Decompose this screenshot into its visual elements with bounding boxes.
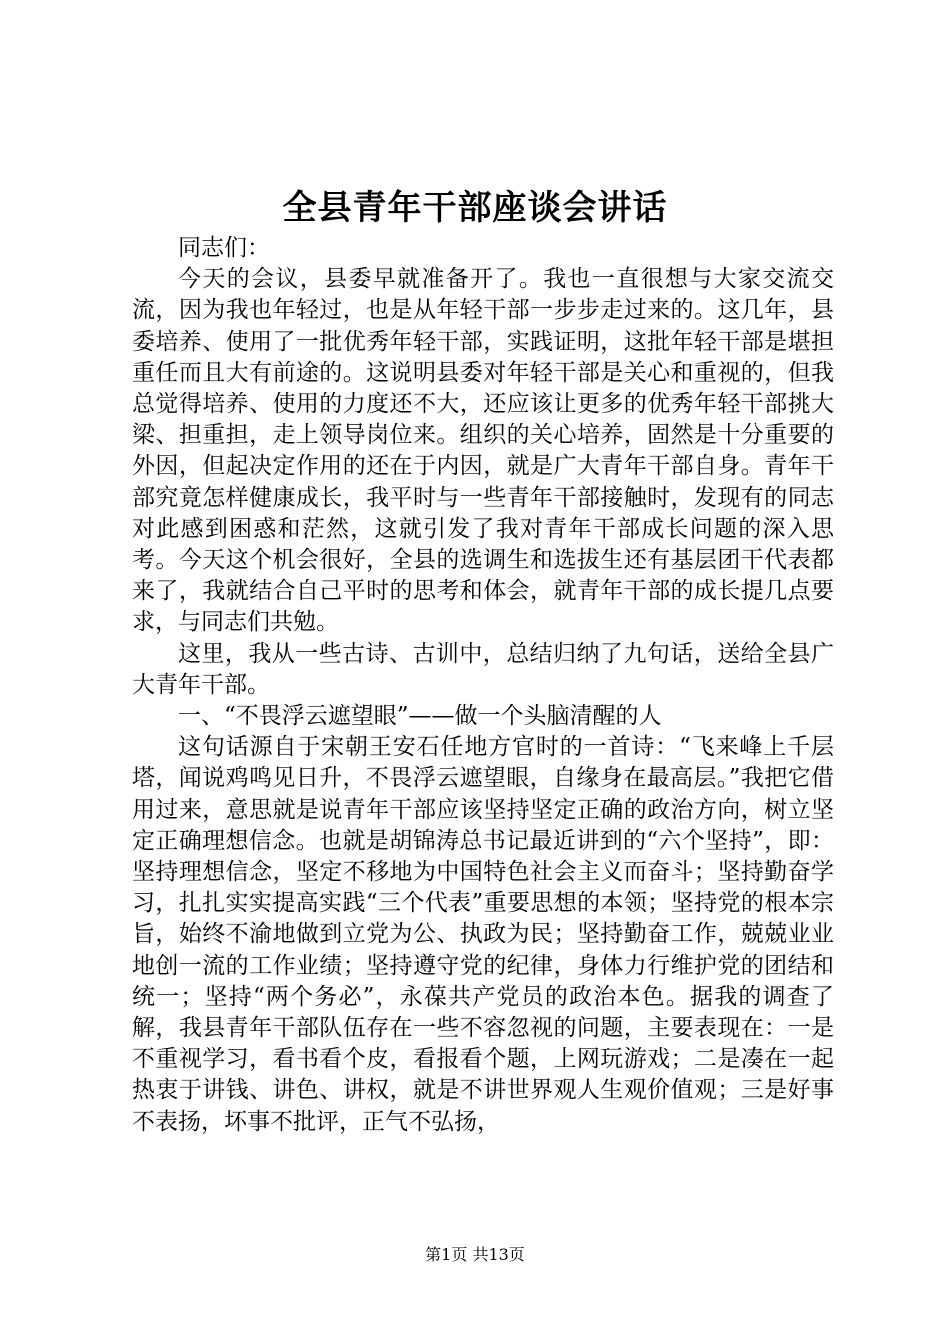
document-title: 全县青年干部座谈会讲话 <box>282 188 668 228</box>
body-paragraph: 这句话源自于宋朝王安石任地方官时的一首诗：“飞来峰上千层塔，闻说鸡鸣见日升，不畏浮云遮望眼，自缘身在最高层。”我把它借用过来，意思就是说青年干部应该坚持坚定正确的政治方向，树立坚定正确理想信念。也就是胡锦涛总书记最近讲到的“六个坚持”，即：坚持理想信念，坚定不移地为中国特色社会主义而奋斗；坚持勤奋学习，扎扎实实提高实践“三个代表”重要思想的本领；坚持党的根本宗旨，始终不渝地做到立党为公、执政为民；坚持勤奋工作，兢兢业业地创一流的工作业绩；坚持遵守党的纪律，身体力行维护党的团结和统一；坚持“两个务必”，永葆共产党员的政治本色。据我的调查了解，我县青年干部队伍存在一些不容忽视的问题，主要表现在：一是不重视学习，看书看个皮，看报看个题，上网玩游戏；二是凑在一起热衷于讲钱、讲色、讲权，就是不讲世界观人生观价值观；三是好事不表扬，坏事不批评，正气不弘扬， <box>132 734 834 1135</box>
section-heading: 一、“不畏浮云遮望眼”——做一个头脑清醒的人 <box>178 703 662 730</box>
body-paragraph: 今天的会议，县委早就准备开了。我也一直很想与大家交流交流，因为我也年轻过，也是从年轻干部一步步走过来的。这几年，县委培养、使用了一批优秀年轻干部，实践证明，这批年轻干部是堪担重任而且大有前途的。这说明县委对年轻干部是关心和重视的，但我总觉得培养、使用的力度还不大，还应该让更多的优秀年轻干部挑大梁、担重担，走上领导岗位来。组织的关心培养，固然是十分重要的外因，但起决定作用的还在于内因，就是广大青年干部自身。青年干部究竟怎样健康成长，我平时与一些青年干部接触时，发现有的同志对此感到困惑和茫然，这就引发了我对青年干部成长问题的深入思考。今天这个机会很好，全县的选调生和选拔生还有基层团干代表都来了，我就结合自己平时的思考和体会，就青年干部的成长提几点要求，与同志们共勉。 <box>132 266 834 636</box>
document-body <box>132 233 834 1138</box>
page-number-footer: 第1页 共13页 <box>425 1245 525 1264</box>
salutation-paragraph: 同志们： <box>178 235 270 261</box>
body-paragraph: 这里，我从一些古诗、古训中，总结归纳了九句话，送给全县广大青年干部。 <box>132 640 834 698</box>
